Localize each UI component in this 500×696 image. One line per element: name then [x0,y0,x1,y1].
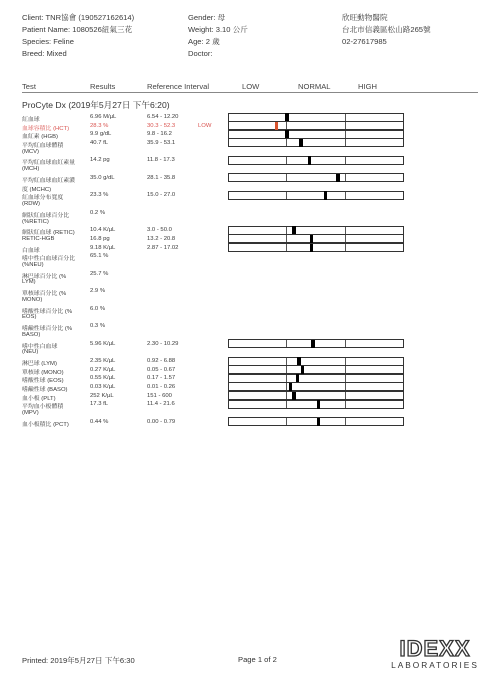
doctor-line: Doctor: [188,49,213,58]
test-name: 紅血球分布寬度 [22,195,64,202]
low-normal-divider [286,375,287,382]
test-name-continued: (NEU) [22,349,39,356]
low-normal-divider [286,340,287,347]
normal-high-divider [345,366,346,373]
test-name: 淋巴球百分比 (% [22,273,67,280]
normal-high-divider [345,340,346,347]
test-result: 0.55 K/µL [90,375,116,382]
test-name: 白血球 [22,247,40,254]
normal-high-divider [345,131,346,138]
gender-line: Gender: 母 [188,13,226,22]
reference-interval: 30.3 - 52.3 [147,122,176,129]
low-normal-divider [286,139,287,146]
normal-high-divider [345,375,346,382]
result-marker [310,244,314,253]
reference-interval: 0.17 - 1.57 [147,375,176,382]
reference-interval: 15.0 - 27.0 [147,192,176,199]
result-marker [324,191,328,200]
section-title: ProCyte Dx (2019年5月27日 下午6:20) [22,100,170,110]
normal-high-divider [345,122,346,129]
col-results: Results [90,82,116,91]
test-name-continued: (RDW) [22,201,40,208]
test-result: 16.8 pg [90,235,110,242]
test-result: 0.3 % [90,323,106,330]
test-result: 14.2 pg [90,157,110,164]
header-divider [22,92,478,93]
test-name: 平均紅血球血紅素量 [22,160,76,167]
flag-label: LOW [198,122,212,129]
reference-interval: 2.30 - 10.29 [147,340,179,347]
test-name-continued: MONO) [22,296,43,303]
test-result: 2.9 % [90,288,106,295]
result-marker [336,174,340,183]
test-name-continued: LYM) [22,279,36,286]
normal-high-divider [345,114,346,121]
test-result: 65.1 % [90,253,109,260]
reference-interval: 35.9 - 53.1 [147,139,176,146]
test-result: 0.44 % [90,418,109,425]
test-result: 0.27 K/µL [90,366,116,373]
normal-high-divider [345,139,346,146]
test-name: 血小板 (PLT) [22,395,56,402]
low-normal-divider [286,418,287,425]
test-name: 嗜中性白血球百分比 [22,256,76,263]
result-marker [317,418,321,427]
test-result: 40.7 fL [90,139,109,146]
age-line: Age: 2 歲 [188,37,220,46]
normal-high-divider [345,192,346,199]
range-bar [228,417,404,426]
range-bar [228,138,404,147]
test-name-continued: (%NEU) [22,261,44,268]
page-number: Page 1 of 2 [238,655,277,664]
client-line: Client: TNR協會 (190527162614) [22,13,135,22]
normal-high-divider [345,157,346,164]
patient-name-line: Patient Name: 1080526紐氣三花 [22,25,133,34]
low-normal-divider [286,401,287,408]
test-name: 嗜中性白血球 [22,343,58,350]
low-normal-divider [286,235,287,242]
range-bar [228,191,404,200]
reference-interval: 11.8 - 17.3 [147,157,175,164]
range-bar [228,339,404,348]
weight-line: Weight: 3.10 公斤 [188,25,248,34]
test-name-continued: (MCV) [22,148,40,155]
normal-high-divider [345,383,346,390]
test-result: 35.0 g/dL [90,174,115,181]
col-normal: NORMAL [298,82,331,91]
reference-interval: 9.8 - 16.2 [147,131,172,138]
test-result: 6.0 % [90,305,106,312]
test-name-continued: (MCH) [22,166,40,173]
logo-subtitle: LABORATORIES [391,660,479,670]
col-test: Test [22,82,36,91]
reference-interval: 6.54 - 12.20 [147,114,179,120]
test-name-continued: EOS) [22,314,37,321]
test-name: RETIC-HGB [22,235,55,242]
test-name: 平均紅血球體積 [22,142,64,149]
low-normal-divider [286,122,287,129]
clinic-address: 台北市信義區松山路265號 [342,25,431,34]
normal-high-divider [345,227,346,234]
test-result: 252 K/µL [90,392,114,399]
clinic-name: 欣旺動物醫院 [342,13,388,22]
result-marker [299,139,303,148]
test-result: 5.96 K/µL [90,340,116,347]
clinic-info [342,12,431,48]
test-name: 平均紅血球血紅素濃 [22,177,76,184]
test-result: 17.3 fL [90,401,109,408]
normal-high-divider [345,244,346,251]
col-high: HIGH [358,82,377,91]
normal-high-divider [345,401,346,408]
result-marker [311,340,315,349]
test-name: 嗜鹼性球百分比 (% [22,326,73,333]
reference-interval: 0.05 - 0.67 [147,366,176,373]
range-bar [228,400,404,409]
test-name-continued: 度 (MCHC) [22,186,52,193]
species-line: Species: Feline [22,37,74,46]
test-result: 2.35 K/µL [90,358,116,365]
result-marker [308,156,312,165]
low-normal-divider [286,227,287,234]
normal-high-divider [345,174,346,181]
test-name: 血球容積比 (HCT) [22,125,70,132]
breed-line: Breed: Mixed [22,49,67,58]
test-name: 紅血球 [22,117,40,123]
test-name: 嗜酸性球 (EOS) [22,378,64,385]
patient-details [188,12,248,60]
test-name: 血紅素 (HGB) [22,134,58,141]
idexx-logo [388,637,482,671]
test-result: 25.7 % [90,270,109,277]
low-normal-divider [286,174,287,181]
test-name: 血小板積比 (PCT) [22,421,69,428]
low-normal-divider [286,157,287,164]
test-result: 9.18 K/µL [90,244,116,251]
test-name: 平均血小板體積 [22,404,64,411]
test-result: 23.3 % [90,192,109,199]
normal-high-divider [345,235,346,242]
test-result: 10.4 K/µL [90,227,116,234]
test-result: 0.2 % [90,209,106,216]
test-name: 嗜酸性球百分比 (% [22,308,73,315]
printed-date: Printed: 2019年5月27日 下午6:30 [22,656,135,665]
test-name-continued: (MPV) [22,409,39,416]
test-name: 網狀紅血球 (RETIC) [22,230,75,237]
range-bar [228,243,404,252]
test-name: 嗜鹼性球 (BASO) [22,386,68,393]
low-normal-divider [286,392,287,399]
test-result: 28.3 % [90,122,109,129]
low-normal-divider [286,366,287,373]
range-bar [228,156,404,165]
normal-high-divider [345,358,346,365]
range-bar [228,173,404,182]
test-result: 9.9 g/dL [90,131,112,138]
low-normal-divider [286,358,287,365]
reference-interval: 2.87 - 17.02 [147,244,179,251]
low-normal-divider [286,383,287,390]
col-low: LOW [242,82,260,91]
normal-high-divider [345,418,346,425]
result-marker [317,400,321,409]
reference-interval: 13.2 - 20.8 [147,235,176,242]
test-result: 0.03 K/µL [90,383,116,390]
test-name: 淋巴球 (LYM) [22,361,57,368]
reference-interval: 3.0 - 50.0 [147,227,172,234]
patient-info [22,12,134,60]
normal-high-divider [345,392,346,399]
reference-interval: 28.1 - 35.8 [147,174,176,181]
test-result: 6.96 M/µL [90,114,117,120]
test-name: 網狀紅血球百分比 [22,212,70,219]
reference-interval: 0.92 - 6.88 [147,358,176,365]
test-name-continued: BASO) [22,331,41,338]
clinic-phone: 02-27617985 [342,37,387,46]
logo-wordmark: IDEXX [399,637,471,661]
test-name-continued: (%RETIC) [22,218,49,225]
reference-interval: 0.01 - 0.26 [147,383,176,390]
reference-interval: 11.4 - 21.6 [147,401,175,408]
reference-interval: 151 - 600 [147,392,172,399]
reference-interval: 0.00 - 0.79 [147,418,176,425]
test-name: 單核球 (MONO) [22,369,64,376]
test-name: 單核球百分比 (% [22,291,67,298]
low-normal-divider [286,244,287,251]
col-reference: Reference Interval [147,82,210,91]
low-normal-divider [286,192,287,199]
